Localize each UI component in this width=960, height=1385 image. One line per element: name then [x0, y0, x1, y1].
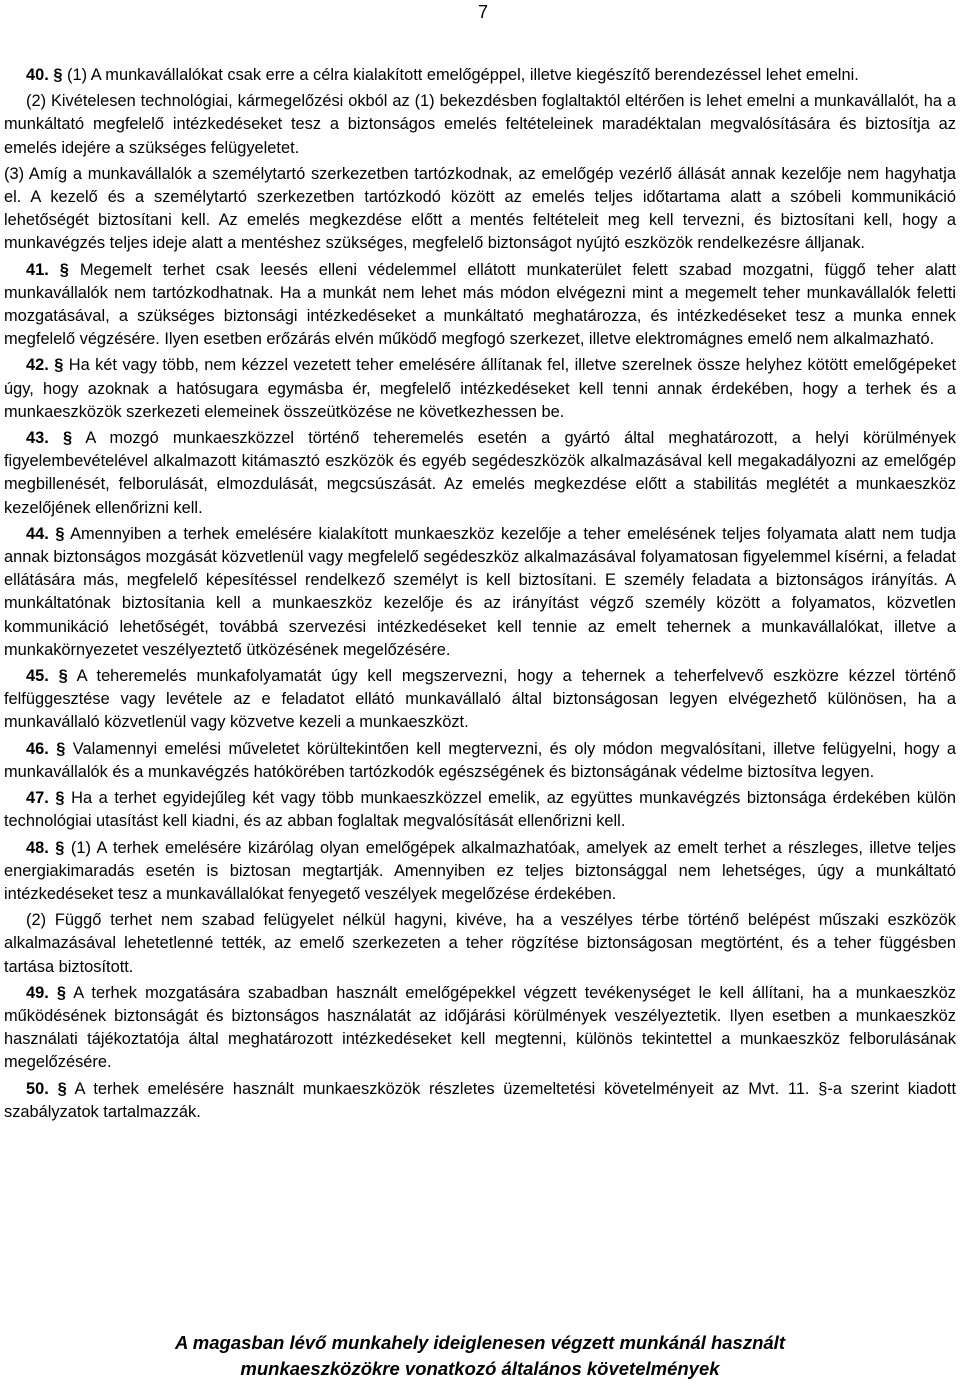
section-sign: § — [54, 356, 64, 375]
paragraph — [4, 787, 956, 833]
section-number: 40. — [26, 66, 49, 84]
page-number: 7 — [477, 2, 488, 22]
paragraph-text: Ha két vagy több, nem kézzel vezetett teher emelésére állítanak fel, illetve szerelnek össze helyhez kötött emelőgépeket úgy, hogy azoknak a hatósugara egymásba ér, megfelelő intézkedéseket kell tenni annak érdekében, hogy a terhek és a munkaeszközök szerkezeti elemeinek összeütközése ne következhessen be. — [4, 356, 956, 421]
paragraph — [4, 90, 956, 160]
section-heading — [0, 1330, 960, 1382]
section-heading-line-2: munkaeszközökre vonatkozó általános követelmények — [240, 1358, 720, 1379]
paragraph-text: A mozgó munkaeszközzel történő teheremelés esetén a gyártó által meghatározott, a helyi körülmények figyelembevételével alkalmazott kitámasztó eszközök és egyéb segédeszközök alkalmazásával kell megakadályozni az emelőgép megbillenését, felborulását, elmozdulását, megcsúszását. Az emelés megkezdése előtt a stabilitás meglétét a munkaeszköz kezelőjének ellenőrizni kell. — [4, 429, 956, 517]
document-body — [4, 64, 956, 1127]
section-number: 47. — [26, 789, 49, 808]
paragraph-text: Ha a terhet egyidejűleg két vagy több munkaeszközzel emelik, az együttes munkavégzés biztonsága érdekében külön technológiai utasítást kell kiadni, és az abban foglaltak megvalósítását ellenőrizni kell. — [4, 789, 956, 831]
paragraph — [4, 909, 956, 979]
paragraph — [4, 354, 956, 424]
paragraph-text: (2) Függő terhet nem szabad felügyelet nélkül hagyni, kivéve, ha a veszélyes térbe történő belépést műszaki eszközök alkalmazásával lehetetlenné tették, az emelő szerkezeten a teher rögzítése biztonságosan megtörtént, és a teher függésben tartása biztosított. — [4, 911, 956, 976]
paragraph — [4, 1078, 956, 1124]
section-sign: § — [62, 429, 73, 448]
section-sign: § — [55, 838, 65, 857]
section-number: 44. — [26, 524, 49, 543]
paragraph-text: Valamennyi emelési műveletet körültekintően kell megtervezni, és oly módon megvalósítani, illetve felügyelni, hogy a munkavállalók és a munkavégzés hatókörében tartózkodók egészségének és biztonságának védelme biztosítva legyen. — [4, 739, 956, 781]
section-number: 49. — [26, 983, 49, 1002]
section-sign: § — [57, 1079, 67, 1098]
section-sign: § — [55, 524, 65, 543]
section-number: 41. — [26, 260, 49, 279]
paragraph-text: (1) A munkavállalókat csak erre a célra kialakított emelőgéppel, illetve kiegészítő berendezéssel lehet emelni. — [62, 66, 859, 84]
paragraph-text: A teheremelés munkafolyamatát úgy kell megszervezni, hogy a tehernek a teherfelvevő eszközre kézzel történő felfüggesztése vagy levétele az e feladatot ellátó munkavállaló által biztonságosan legyen elvégezhető különösen, ha a munkavállaló közvetlenül vagy közvetve kezeli a munkaeszközt. — [4, 667, 956, 732]
section-number: 43. — [26, 429, 49, 448]
section-number: 50. — [26, 1079, 49, 1098]
section-sign: § — [55, 789, 65, 808]
paragraph-text: A terhek emelésére használt munkaeszközök részletes üzemeltetési követelményeit az Mvt. 11. §-a szerint kiadott szabályzatok tartalmazzák. — [4, 1079, 957, 1121]
paragraph — [4, 427, 956, 520]
paragraph-text: (2) Kivételesen technológiai, kármegelőzési okból az (1) bekezdésben foglaltaktól eltérően is lehet emelni a munkavállalót, ha a munkáltató megfelelő intézkedéseket tesz a biztonságos emelés feltételeinek maradéktalan megvalósítására és biztosítja az emelés idejére a szükséges felügyeletet. — [4, 92, 956, 157]
paragraph-text: (3) Amíg a munkavállalók a személytartó szerkezetben tartózkodnak, az emelőgép vezérlő állását annak kezelője nem hagyhatja el. A kezelő és a személytartó szerkezetben tartózkodó között az emelés teljes időtartama alatt a szóbeli kommunikáció lehetőségét biztosítani kell. Az emelés megkezdése előtt a mentés feltételeit meg kell tervezni, és biztosítani kell, hogy a munkavégzés teljes ideje alatt a mentéshez szükséges, megfelelő biztonságot nyújtó eszközök rendelkezésre álljanak. — [4, 164, 956, 253]
section-number: 48. — [26, 838, 49, 857]
paragraph-text: A terhek mozgatására szabadban használt emelőgépekkel végzett tevékenységet le kell állítani, ha a munkaeszköz működésének biztonságát és biztonságos használatát az időjárási körülmények veszélyeztetik. Ilyen esetben a munkaeszköz használati tájékoztatója által meghatározott intézkedéseket kell megtenni, különös tekintettel a munkaeszköz felborulásának megelőzésére. — [4, 983, 956, 1072]
paragraph — [4, 259, 956, 352]
paragraph-text: Megemelt terhet csak leesés elleni védelemmel ellátott munkaterület felett szabad mozgatni, függő teher alatt munkavállalók nem tartózkodhatnak. Ha a munkát nem lehet más módon elvégezni mint a megemelt teher munkavállalók feletti mozgatásával, a szükséges biztonsági intézkedéseket a munkáltató meghatározza, és intézkedéseket tesz a munka ennek megfelelő végzésére. Ilyen esetben erőzárás elvén működő megfogó szerkezet, illetve elektromágnes emelő nem alkalmazható. — [4, 260, 956, 349]
paragraph — [4, 64, 956, 87]
paragraph — [4, 837, 956, 907]
section-number: 42. — [26, 356, 49, 375]
section-heading-line-1: A magasban lévő munkahely ideiglenesen végzett munkánál használt — [174, 1332, 785, 1353]
paragraph — [4, 665, 956, 735]
section-number: 46. — [26, 739, 49, 758]
paragraph — [4, 738, 956, 784]
section-sign: § — [53, 66, 63, 84]
paragraph — [4, 163, 956, 256]
section-sign: § — [59, 260, 69, 279]
paragraph — [4, 982, 956, 1075]
paragraph-text: (1) A terhek emelésére kizárólag olyan emelőgépek alkalmazhatóak, amelyek az emelt terhet a részleges, illetve teljes energiakimaradás esetén is biztosan megtartják. Amennyiben ez teljes biztonsággal nem lehetséges, úgy a munkáltató intézkedéseket tesz a munkavállalókat fenyegető veszélyek megelőzése érdekében. — [4, 838, 956, 903]
paragraph-text: Amennyiben a terhek emelésére kialakított munkaeszköz kezelője a teher emelésének teljes folyamata alatt nem tudja annak biztonságos mozgását közvetlenül vagy megfelelő segédeszköz alkalmazásával folyamatosan figyelemmel kísérni, a feladat ellátására más, megfelelő képesítéssel rendelkező személyt is kell biztosítani. E személy feladata a biztonságos irányítás. A munkáltatónak biztosítania kell a munkaeszköz kezelője és az irányítást végző személy között a folyamatos, közvetlen kommunikáció lehetőségét, továbbá szervezési intézkedéseket kell tennie az emelt tehernek a munkavállalókat, illetve a munkakörnyezetet veszélyeztető ütközésének megelőzésére. — [4, 524, 956, 659]
paragraph — [4, 523, 956, 662]
section-sign: § — [58, 667, 68, 686]
section-sign: § — [56, 983, 67, 1002]
section-sign: § — [56, 739, 66, 758]
section-number: 45. — [26, 667, 49, 686]
